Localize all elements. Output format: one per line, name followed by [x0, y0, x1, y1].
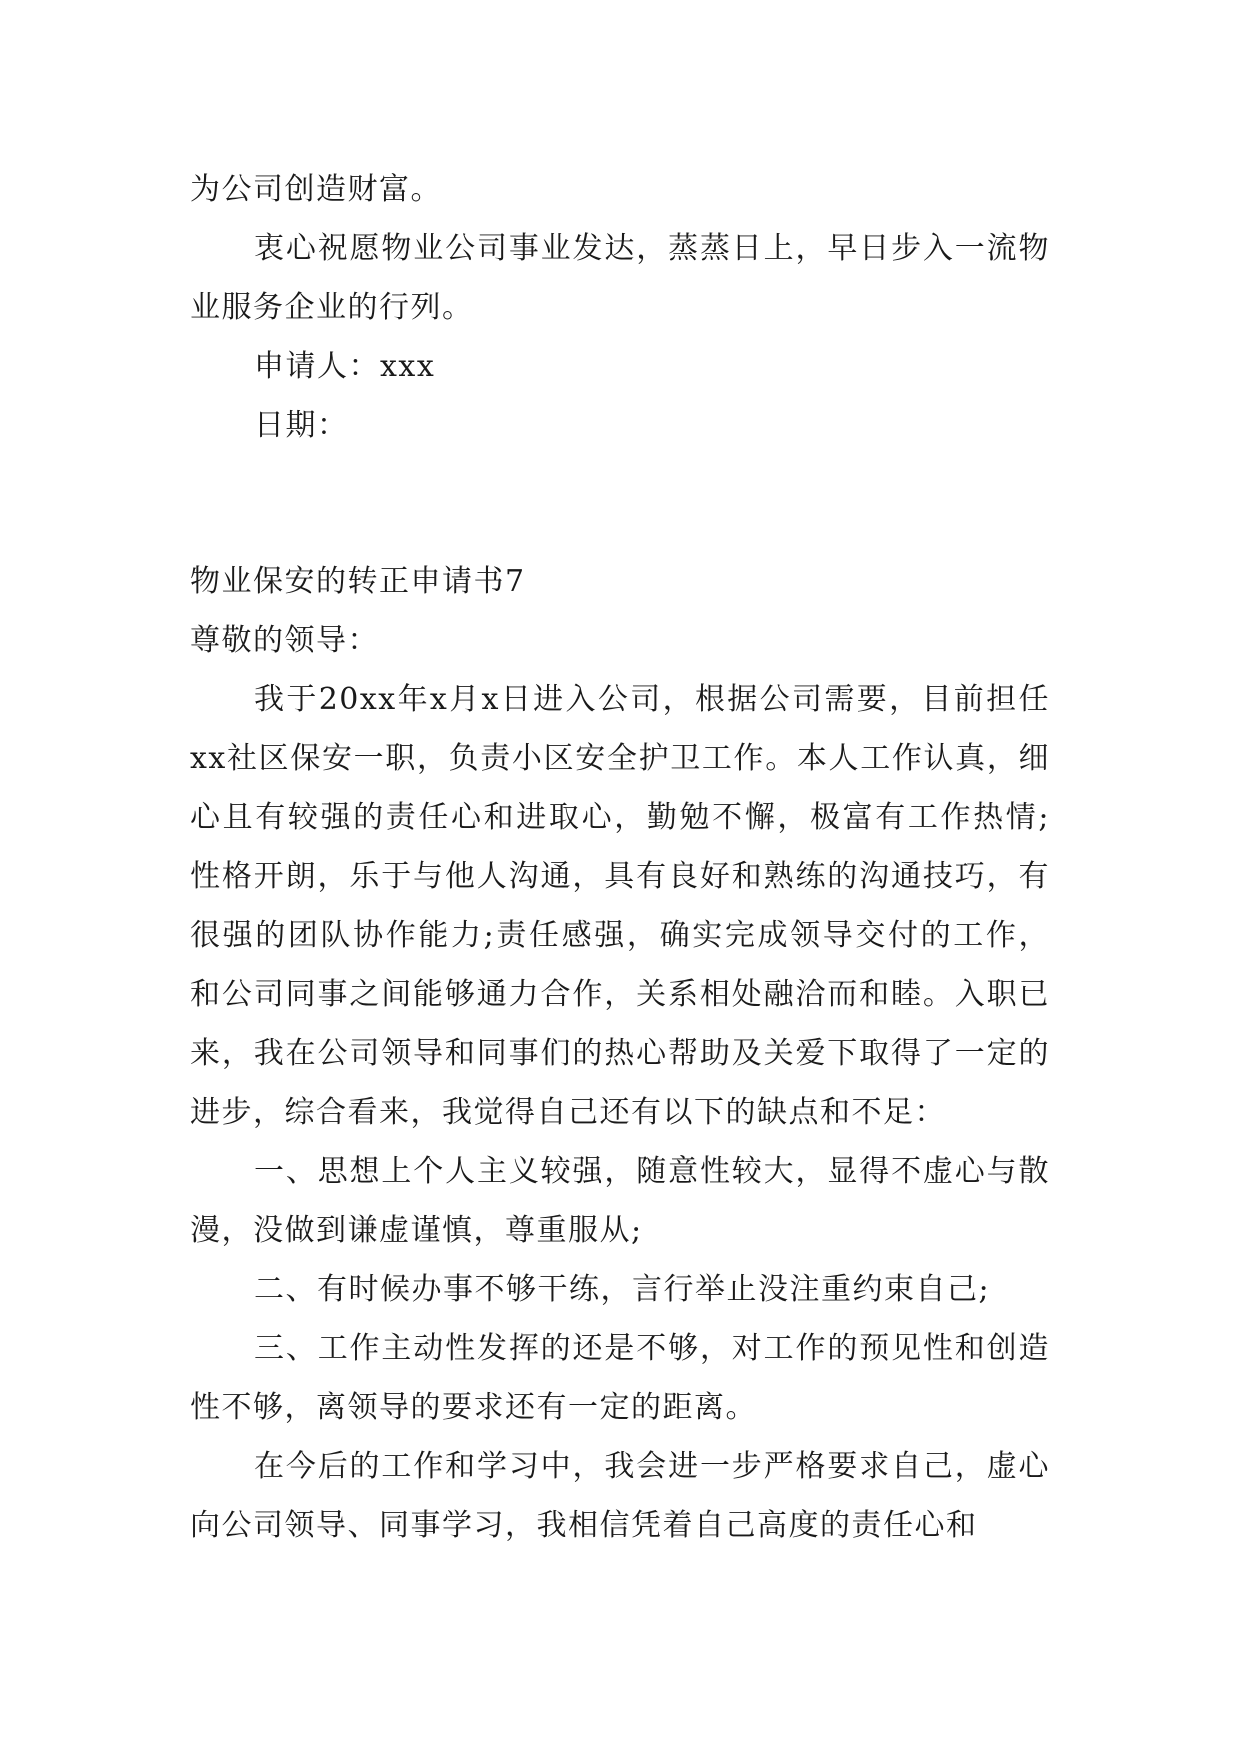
- applicant-line: 申请人：xxx: [254, 349, 436, 384]
- paragraph-continuation: 为公司创造财富。: [190, 172, 442, 207]
- paragraph-self-introduction: 我于20xx年x月x日进入公司，根据公司需要，目前担任xx社区保安一职，负责小区安全护卫工作。本人工作认真，细心且有较强的责任心和进取心，勤勉不懈，极富有工作热情;性格开朗，乐于与他人沟通，具有良好和熟练的沟通技巧，有很强的团队协作能力;责任感强，确实完成领导交付的工作，和公司同事之间能够通力合作，关系相处融洽而和睦。入职已来，我在公司领导和同事们的热心帮助及关爱下取得了一定的进步，综合看来，我觉得自己还有以下的缺点和不足：: [190, 682, 1050, 1130]
- document-body: [190, 160, 1050, 1555]
- date-line: 日期：: [254, 408, 349, 443]
- shortcoming-item-2: 二、有时候办事不够干练，言行举止没注重约束自己;: [254, 1272, 991, 1307]
- salutation: 尊敬的领导：: [190, 623, 379, 658]
- section-title: 物业保安的转正申请书7: [190, 564, 526, 599]
- paragraph-future-plan: 在今后的工作和学习中，我会进一步严格要求自己，虚心向公司领导、同事学习，我相信凭着自己高度的责任心和: [190, 1449, 1050, 1543]
- shortcoming-item-3: 三、工作主动性发挥的还是不够，对工作的预见性和创造性不够，离领导的要求还有一定的距离。: [190, 1331, 1050, 1425]
- paragraph-wishes: 衷心祝愿物业公司事业发达，蒸蒸日上，早日步入一流物业服务企业的行列。: [190, 231, 1050, 325]
- shortcoming-item-1: 一、思想上个人主义较强，随意性较大，显得不虚心与散漫，没做到谦虚谨慎，尊重服从;: [190, 1154, 1050, 1248]
